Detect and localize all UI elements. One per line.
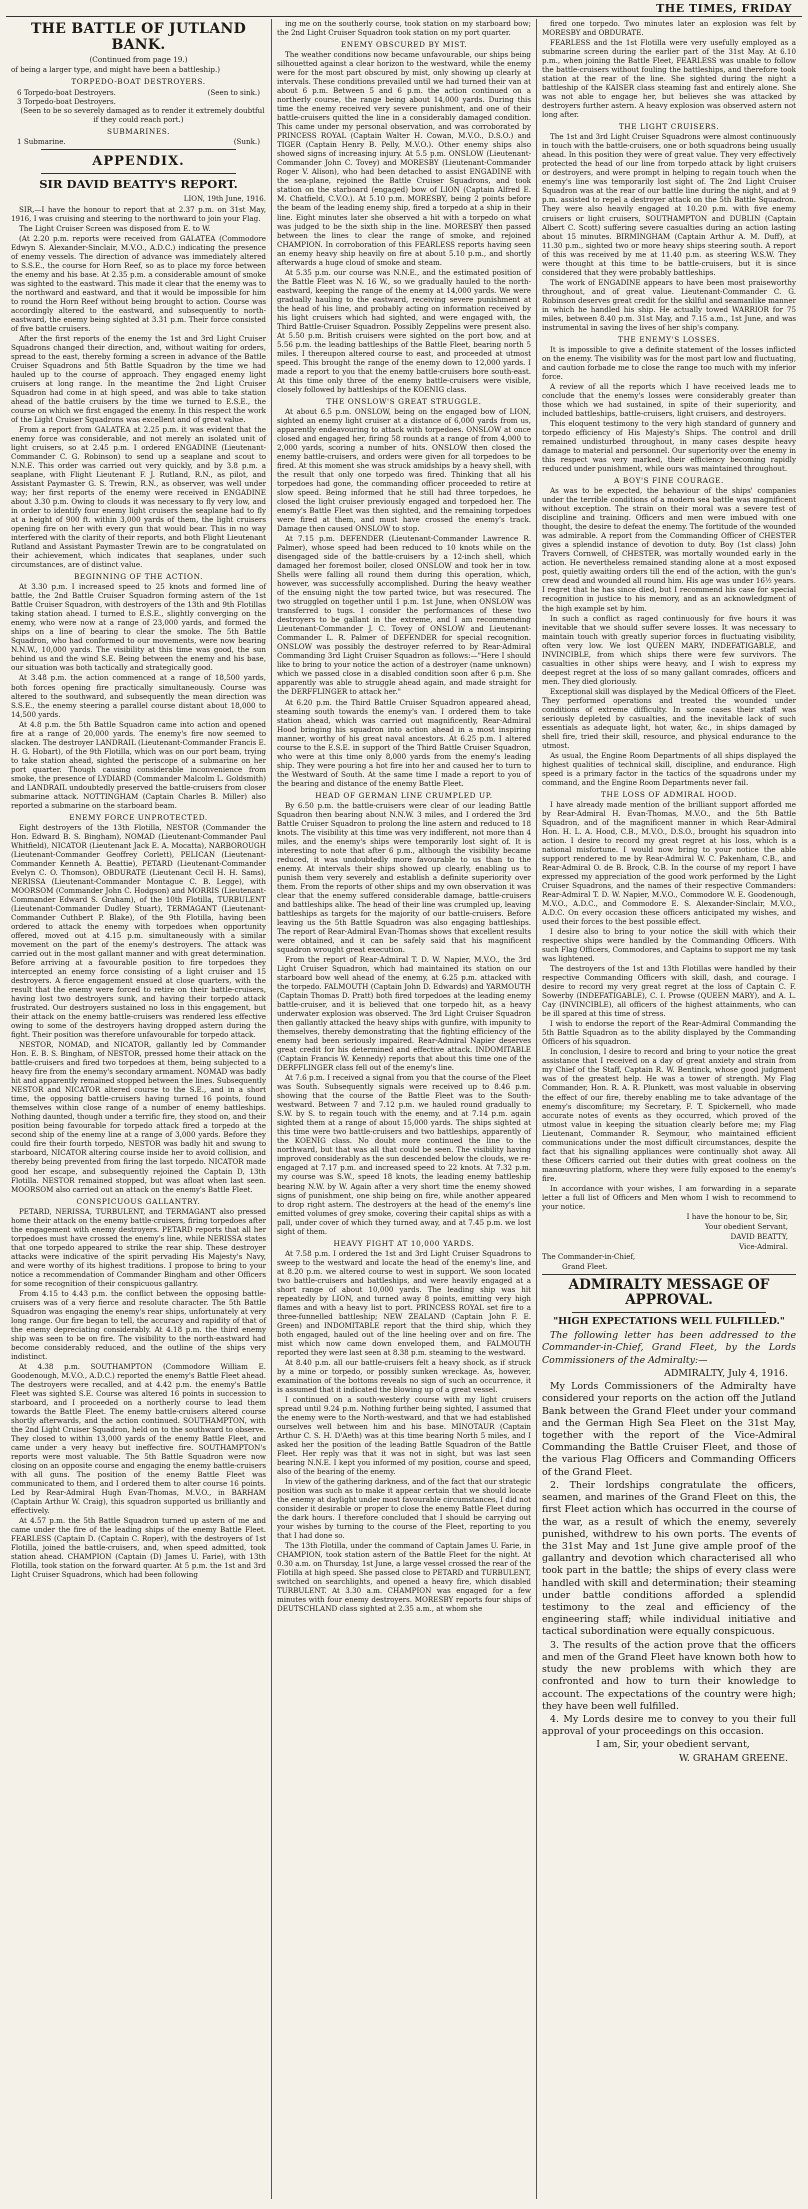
quote-title: "HIGH EXPECTATIONS WELL FULFILLED." bbox=[553, 1315, 785, 1327]
section-td: TORPEDO-BOAT DESTROYERS. bbox=[71, 77, 206, 87]
paragraph: NESTOR, NOMAD, and NICATOR, gallantly led by Commander Hon. E. B. S. Bingham, of NESTOR, pressed home their attack on the battle-cruisers and fired two torpedoes at them, being subjected to a heavy fire from the enemy's secondary armament. NOMAD was badly hit and apparently remained stopped between the lines. Subsequently NESTOR and NICATOR altered course to the S.E., and in a short time, the opposing battle-cruisers having turned 16 points, found themselves within close range of a number of enemy battleships. Nothing daunted, though under a terrific fire, they stood on, and their position being favourable for torpedo attack fired a torpedo at the second ship of the enemy line at a range of 3,000 yards. Before they could fire their fourth torpedo, NESTOR was badly hit and swung to starboard, NICATOR altering course inside her to avoid collision, and thereby being prevented from firing the last torpedo. NICATOR made good her escape, and subsequently rejoined the Captain D, 13th Flotilla. NESTOR remained stopped, but was afloat when last seen. MOORSOM also carried out an attack on the enemy's Battle Fleet. bbox=[11, 1040, 266, 1194]
paragraph: At 8.40 p.m. all our battle-cruisers felt a heavy shock, as if struck by a mine or torpedo, or possibly sunken wreckage. As, however, examination of the bottoms reveals no sign of such an occurrence, it is assumed that it indicated the blowing up of a great vessel. bbox=[277, 1357, 531, 1395]
divider bbox=[572, 1312, 766, 1313]
mist-paragraphs bbox=[277, 50, 531, 394]
appendix-title: APPENDIX. bbox=[92, 153, 185, 169]
td-row bbox=[11, 88, 266, 97]
addressee-2: Grand Fleet. bbox=[562, 1261, 608, 1271]
paragraph: This eloquent testimony to the very high standard of gunnery and torpedo efficiency of His Majesty's Ships. The control and drill remained undisturbed throughout, in many cases despite heavy damage to material and personnel. Our superiority over the enemy in this respect was very marked, their efficiency becoming rapidly reduced under punishment, while ours was maintained throughout. bbox=[542, 419, 796, 474]
report-title: SIR DAVID BEATTY'S REPORT. bbox=[39, 177, 238, 192]
paragraph: At 4.38 p.m. SOUTHAMPTON (Commodore William E. Goodenough, M.V.O., A.D.C.) reported the enemy's Battle Fleet ahead. The destroyers were recalled, and at 4.42 p.m. the enemy's Battle Fleet was sighted S.E. Course was altered 16 points in succession to starboard, and I proceeded on a northerly course to lead them towards the Battle Fleet. The enemy battle-cruisers altered course shortly afterwards, and the action continued. SOUTHAMPTON, with the 2nd Light Cruiser Squadron, held on to the southward to observe. They closed to within 13,000 yards of the enemy Battle Fleet, and came under a very heavy but ineffective fire. SOUTHAMPTON's reports were most valuable. The 5th Battle Squadron were now closing on an opposite course and engaging the enemy battle-cruisers with all guns. The position of the enemy Battle Fleet was communicated to them, and I ordered them to alter course 16 points. Led by Rear-Admiral Hugh Evan-Thomas, M.V.O., in BARHAM (Captain Arthur W. Craig), this squadron supported us brilliantly and effectively. bbox=[11, 1362, 266, 1516]
column-3 bbox=[536, 19, 801, 2199]
paragraph: From a report from GALATEA at 2.25 p.m. it was evident that the enemy force was considerable, and not merely an isolated unit of light cruisers, so at 2.45 p.m. I ordered ENGADINE (Lieutenant-Commander C. G. Robinson) to send up a seaplane and scout to N.N.E. This order was carried out very quickly, and by 3.8 p.m. a seaplane, with Flight Lieutenant F. J. Rutland, R.N., as pilot, and Assistant Paymaster G. S. Trewin, R.N., as observer, was well under way; her first reports of the enemy were received in ENGADINE about 3.30 p.m. Owing to clouds it was necessary to fly very low, and in order to identify four enemy light cruisers the seaplane had to fly at a height of 900 ft. within 3,000 yards of them, the light cruisers opening fire on her with every gun that would bear. This in no way interfered with the clarity of their reports, and both Flight Lieutenant Rutland and Assistant Paymaster Trewin are to be congratulated on their achievement, which indicates that seaplanes, under such circumstances, are of distinct value. bbox=[11, 424, 266, 570]
admiralty-dateline: ADMIRALTY, July 4, 1916. bbox=[664, 1367, 788, 1379]
section-crumpled: HEAD OF GERMAN LINE CRUMPLED UP. bbox=[315, 790, 493, 800]
paragraph: At 3.30 p.m. I increased speed to 25 knots and formed line of battle, the 2nd Battle Cruiser Squadron forming astern of the 1st Battle Cruiser Squadron, with destroyers of the 13th and 9th Flotillas taking station ahead. I turned to E.S.E., slightly converging on the enemy, who were now at a range of 23,000 yards, and formed the ships on a line of bearing to clear the smoke. The 5th Battle Squadron, who had conformed to our movements, were now bearing N.N.W., 10,000 yards. The visibility at this time was good, the sun behind us and the wind S.E. Being between the enemy and his base, our situation was both tactically and strategically good. bbox=[11, 582, 266, 673]
paragraph: My Lords Commissioners of the Admiralty have considered your reports on the action off the Jutland Bank between the Grand Fleet under your command and the German High Sea Fleet on the 31st May, together with the report of the Vice-Admiral Commanding the Battle Cruiser Fleet, and those of the various Flag Officers and Commanding Officers of the Grand Fleet. bbox=[542, 1381, 796, 1478]
section-heavy: HEAVY FIGHT AT 10,000 YARDS. bbox=[333, 1238, 475, 1248]
paragraph: (At 2.20 p.m. reports were received from GALATEA (Commodore Edwyn S. Alexander-Sinclair, M.V.O., A.D.C.) indicating the presence of enemy vessels. The direction of advance was immediately altered to S.S.E., the course for Horn Reef, so as to place my force between the enemy and his base. At 2.35 p.m. a considerable amount of smoke was sighted to the eastward. This made it clear that the enemy was to the northward and eastward, and that it would be impossible for him to round the Horn Reef without being brought to action. Course was accordingly altered to the eastward, and subsequently to north-eastward, the enemy being sighted at 3.31 p.m. Their force consisted of five battle cruisers. bbox=[11, 233, 266, 333]
letter-paragraphs bbox=[542, 1381, 796, 1738]
divider bbox=[41, 173, 236, 174]
paragraph: The 13th Flotilla, under the command of Captain James U. Farie, in CHAMPION, took station astern of the Battle Fleet for the night. At 0.30 a.m. on Thursday, 1st June, a large vessel crossed the rear of the Flotilla at high speed. She passed close to PETARD and TURBULENT, switched on searchlights, and opened a heavy fire, which disabled TURBULENT. At 3.30 a.m. CHAMPION was engaged for a few minutes with four enemy destroyers. MORESBY reports four ships of DEUTSCHLAND class sighted at 2.35 a.m., at whom she bbox=[277, 1541, 531, 1614]
article-title: THE BATTLE OF JUTLAND BANK. bbox=[30, 21, 247, 54]
td-row-2 bbox=[11, 97, 266, 106]
paragraph: At 4.8 p.m. the 5th Battle Squadron came into action and opened fire at a range of 20,000 yards. The enemy's fire now seemed to slacken. The destroyer LANDRAIL (Lieutenant-Commander Francis E. H. G. Hobart), of the 9th Flotilla, which was on our port beam, trying to take station ahead, sighted the periscope of a submarine on her port quarter. Though causing considerable inconvenience from smoke, the presence of LYDIARD (Commander Malcolm L. Goldsmith) and LANDRAIL undoubtedly preserved the battle-cruisers from closer submarine attack. NOTTINGHAM (Captain Charles B. Miller) also reported a submarine on the starboard beam. bbox=[11, 719, 267, 810]
paragraph: At 5.35 p.m. our course was N.N.E., and the estimated position of the Battle Fleet was N. 16 W., so we gradually hauled to the north-eastward, keeping the range of the enemy at 14,000 yards. We were gradually hauling to the eastward, receiving severe punishment at the head of his line, and probably acting on information received by his light cruisers which had sighted, and were engaged with, the Third Battle-Cruiser Squadron. Possibly Zeppelins were present also. At 5.50 p.m. British cruisers were sighted on the port bow, and at 5.56 p.m. the leading battleships of the Battle Fleet, bearing north 5 miles. I thereupon altered course to east, and proceeded at utmost speed. This brought the range of the enemy down to 12,000 yards. I made a report to you that the enemy battle-cruisers bore south-east. At this time only three of the enemy battle-cruisers were visible, closely followed by battleships of the KOENIG class. bbox=[277, 267, 531, 394]
section-boy: A BOY'S FINE COURAGE. bbox=[614, 476, 724, 486]
continued-note: (Continued from page 19.) bbox=[89, 55, 188, 65]
paragraph: At 7.6 p.m. I received a signal from you that the course of the Fleet was South. Subsequently signals were received up to 8.46 p.m. showing that the course of the Battle Fleet was to the South-westward. Between 7 and 7.12 p.m. we hauled round gradually to S.W. by S. to regain touch with the enemy, and at 7.14 p.m. again sighted them at a range of about 15,000 yards. The ships sighted at this time were two battle-cruisers and two battleships, apparently of the KOENIG class. No doubt more continued the line to the northward, but that was all that could be seen. The visibility having improved considerably as the sun descended below the clouds, we re-engaged at 7.17 p.m. and increased speed to 22 knots. At 7.32 p.m. my course was S.W., speed 18 knots, the leading enemy battleship bearing N.W. by W. Again after a very short time the enemy showed signs of punishment, one ship being on fire, while another appeared to drop right astern. The destroyers at the head of the enemy's line emitted volumes of grey smoke, covering their capital ships as with a pall, under cover of which they turned away, and at 7.45 p.m. we lost sight of them. bbox=[277, 1073, 531, 1236]
paragraph: At 4.57 p.m. the 5th Battle Squadron turned up astern of me and came under the fire of the leading ships of the enemy Battle Fleet. FEARLESS (Captain D. (Captain C. Roper), with the destroyers of 1st Flotilla, joined the battle-cruisers, and, when speed admitted, took station ahead. CHAMPION (Captain (D) James U. Farie), with 13th Flotilla, took station on the forward quarter. At 5 p.m. the 1st and 3rd Light Cruiser Squadrons, which had been following bbox=[11, 1516, 266, 1580]
section-light: THE LIGHT CRUISERS. bbox=[618, 122, 720, 132]
report-paragraphs bbox=[11, 205, 266, 570]
masthead bbox=[6, 4, 802, 17]
paragraph: Eight destroyers of the 13th Flotilla, NESTOR (Commander the Hon. Edward B. S. Bingham), NOMAD (Lieutenant-Commander Paul Whitfield), NICATOR (Lieutenant Jack E. A. Mocatta), NARBOROUGH (Lieutenant-Commander Geoffrey Corlett), PELICAN (Lieutenant-Commander Kenneth A. Beattie), PETARD (Lieutenant-Commander Evelyn C. O. Thomson), OBDURATE (Lieutenant Cecil H. H. Sams), NERISSA (Lieutenant-Commander Montague C. B. Legge), with MOORSOM (Commander John C. Hodgson) and MORRIS (Lieutenant-Commander Edward S. Graham), of the 10th Flotilla, TURBULENT (Lieutenant-Commander Dudley Stuart), TERMAGANT (Lieutenant-Commander Cuthbert P. Blake), of the 9th Flotilla, having been ordered to attack the enemy with torpedoes when opportunity offered, moved out at 4.15 p.m. simultaneously with a similar movement on the part of the enemy's destroyers. The attack was carried out in the most gallant manner and with great determination. Before arriving at a favourable position to fire torpedoes they intercepted an enemy force consisting of a light cruiser and 15 destroyers. A fierce engagement ensued at close quarters, with the result that the enemy were forced to retire on their battle-cruisers, having lost two destroyers sunk, and having their torpedo attack frustrated. Our destroyers sustained no loss in this engagement, but their attack on the enemy battle-cruisers was rendered less effective owing to some of the destroyers having dropped astern during the fight. Their position was therefore unfavourable for torpedo attack. bbox=[11, 822, 266, 1040]
closing-2: Your obedient Servant, bbox=[704, 1221, 788, 1231]
paragraph: In accordance with your wishes, I am forwarding in a separate letter a full list of Officers and Men whom I wish to recommend to your notice. bbox=[542, 1183, 796, 1211]
paragraph: I continued on a south-westerly course with my light cruisers spread until 9.24 p.m. Nothing further being sighted, I assumed that the enemy were to the North-westward, and that we had established ourselves well between him and his base. MINOTAUR (Captain Arthur C. S. H. D'Aeth) was at this time bearing North 5 miles, and I asked her the position of the leading Battle Squadron of the Battle Fleet. Her reply was that it was not in sight, but was last seen bearing N.N.E. I kept you informed of my position, course and speed, also of the bearing of the enemy. bbox=[277, 1395, 531, 1477]
columns bbox=[6, 19, 802, 2199]
td-line: 6 Torpedo-boat Destroyers. bbox=[17, 87, 116, 97]
paragraph: In view of the gathering darkness, and of the fact that our strategic position was such as to make it appear certain that we should locate the enemy at daylight under most favourable circumstances, I did not consider it desirable or proper to close the enemy Battle Fleet during the dark hours. I therefore concluded that I should be carrying out your wishes by turning to the course of the Fleet, reporting to you that I had done so. bbox=[277, 1477, 531, 1541]
beginning-paragraphs bbox=[11, 582, 266, 809]
paragraph: From 4.15 to 4.43 p.m. the conflict between the opposing battle-cruisers was of a very fierce and resolute character. The 5th Battle Squadron was engaging the enemy's rear ships, unfortunately at very long range. Our fire began to tell, the accuracy and rapidity of that of the enemy depreciating considerably. At 4.18 p.m. the third enemy ship was seen to be on fire. The visibility to the north-eastward had become considerably reduced, and the outline of the ships very indistinct. bbox=[11, 1288, 266, 1361]
heavy-paragraphs bbox=[277, 1249, 531, 1614]
paragraph: At about 6.5 p.m. ONSLOW, being on the engaged bow of LION, sighted an enemy light cruiser at a distance of 6,000 yards from us, apparently endeavouring to attack with torpedoes. ONSLOW at once closed and engaged her, firing 58 rounds at a range of from 4,000 to 2,000 yards, scoring a number of hits. ONSLOW then closed the enemy battle-cruisers, and orders were given for all torpedoes to be fired. At this moment she was struck amidships by a heavy shell, with the result that only one torpedo was fired. Thinking that all his torpedoes had gone, the commanding officer proceeded to retire at slow speed. Being informed that he still had three torpedoes, he closed the light cruiser previously engaged and torpedoed her. The enemy's Battle Fleet was then sighted, and the remaining torpedoes were fired at them, and must have crossed the enemy's track. Damage then caused ONSLOW to stop. bbox=[277, 407, 531, 534]
letter-close: I am, Sir, your obedient servant, bbox=[596, 1739, 750, 1751]
paragraph: ing me on the southerly course, took station on my starboard bow; the 2nd Light Cruiser Squadron took station on my port quarter. bbox=[277, 19, 531, 38]
hood-paragraphs bbox=[542, 800, 796, 1211]
paragraph: It is impossible to give a definite statement of the losses inflicted on the enemy. The visibility was for the most part low and fluctuating, and caution forbade me to close the range too much with my inferior force. bbox=[542, 344, 796, 381]
letter-sign: W. GRAHAM GREENE. bbox=[678, 1752, 788, 1764]
td-sunk: (Seen to sink.) bbox=[207, 87, 260, 97]
paragraph: 3. The results of the action prove that the officers and men of the Grand Fleet have known both how to study the new problems with which they are confronted and how to turn their knowledge to account. The expectations of the country were high; they have been well fulfilled. bbox=[542, 1639, 796, 1712]
crumpled-paragraphs bbox=[277, 801, 531, 1236]
paragraph: In such a conflict as raged continuously for five hours it was inevitable that we should suffer severe losses. It was necessary to maintain touch with greatly superior forces in fluctuating visibility, often very low. We lost QUEEN MARY, INDEFATIGABLE, and INVINCIBLE, from which ships there were few survivors. The casualties in other ships were heavy, and I wish to express my deepest regret at the loss of so many gallant comrades, officers and men. They died gloriously. bbox=[542, 613, 796, 686]
dateline: LION, 19th June, 1916. bbox=[183, 194, 266, 203]
closing: I have the honour to be, Sir, bbox=[686, 1211, 788, 1221]
boy-paragraphs bbox=[542, 486, 796, 787]
paragraph: SIR,—I have the honour to report that at 2.37 p.m. on 31st May, 1916, I was cruising and steering to the northward to join your Flag. bbox=[11, 204, 266, 223]
paragraph: I desire also to bring to your notice the skill with which their respective ships were handled by the Commanding Officers. With such Flag Officers, Commodores, and Captains to support me my task was lightened. bbox=[542, 927, 796, 964]
onslow-paragraphs bbox=[277, 407, 531, 788]
paragraph: After the first reports of the enemy the 1st and 3rd Light Cruiser Squadrons changed their direction, and, without waiting for orders, spread to the east, thereby forming a screen in advance of the Battle Cruiser Squadrons and 5th Battle Squadron by the time we had hauled up to the course of approach. They engaged enemy light cruisers at long range. In the meantime the 2nd Light Cruiser Squadron had come in at high speed, and was able to take station ahead of the battle cruisers by the time we turned to E.S.E., the course on which we first engaged the enemy. In this respect the work of the Light Cruiser Squadrons was excellent and of great value. bbox=[11, 333, 266, 424]
continued-paragraphs bbox=[277, 19, 531, 37]
column-2 bbox=[271, 19, 536, 2199]
paragraph: A review of all the reports which I have received leads me to conclude that the enemy's losses were considerably greater than those which we had sustained, in spite of their superiority, and included battleships, battle-cruisers, light cruisers, and destroyers. bbox=[542, 381, 796, 418]
continued-paragraphs bbox=[542, 19, 796, 119]
paragraph: At 7.58 p.m. I ordered the 1st and 3rd Light Cruiser Squadrons to sweep to the westward and locate the head of the enemy's line, and at 8.20 p.m. we altered course to west in support. We soon located two battle-cruisers and battleships, and were heavily engaged at a short range of about 10,000 yards. The leading ship was hit repeatedly by LION, and turned away 8 points, emitting very high flames and with a heavy list to port. PRINCESS ROYAL set fire to a three-funnelled battleship; NEW ZEALAND (Captain John F. E. Green) and INDOMITABLE report that the third ship, which they both engaged, hauled out of the line heeling over and on fire. The mist which now came down enveloped them, and FALMOUTH reported they were last seen at 8.38 p.m. steaming to the westward. bbox=[277, 1248, 531, 1357]
section-mist: ENEMY OBSCURED BY MIST. bbox=[340, 40, 468, 50]
sub-line: 1 Submarine. bbox=[17, 136, 66, 146]
paragraph: From the report of Rear-Admiral T. D. W. Napier, M.V.O., the 3rd Light Cruiser Squadron, which had maintained its station on our starboard bow well ahead of the enemy, at 6.25 p.m. attacked with the torpedo. FALMOUTH (Captain John D. Edwards) and YARMOUTH (Captain Thomas D. Pratt) both fired torpedoes at the leading enemy battle-cruiser, and it is believed that one torpedo hit, as a heavy underwater explosion was observed. The 3rd Light Cruiser Squadron then gallantly attacked the heavy ships with gunfire, with impunity to themselves, thereby demonstrating that the fighting efficiency of the enemy had been seriously impaired. Rear-Admiral Napier deserves great credit for his determined and effective attack. INDOMITABLE (Captain Francis W. Kennedy) reports that about this time one of the DERFFLINGER class fell out of the enemy's line. bbox=[277, 955, 531, 1073]
paragraph: 2. Their lordships congratulate the officers, seamen, and marines of the Grand Fleet on this, the first Fleet action which has occurred in the course of the war, as a result of which the enemy, severely punished, withdrew to his own ports. The events of the 31st May and 1st June give ample proof of the gallantry and devotion which characterised all who took part in the battle; the ships of every class were handled with skill and determination; their steaming under battle conditions afforded a splendid testimony to the zeal and efficiency of the engineering staff; while individual initiative and tactical subordination were equally conspicuous. bbox=[542, 1479, 796, 1638]
light-paragraphs bbox=[542, 132, 796, 331]
section-sub: SUBMARINES. bbox=[107, 126, 170, 136]
addressee-1: The Commander-in-Chief, bbox=[542, 1251, 636, 1261]
paragraph: 4. My Lords desire me to convey to you their full approval of your proceedings on this occasion. bbox=[542, 1714, 796, 1738]
paragraph: I have already made mention of the brilliant support afforded me by Rear-Admiral H. Evan-Thomas, M.V.O., and the 5th Battle Squadron, and of the magnificent manner in which Rear-Admiral Hon. H. L. A. Hood, C.B., M.V.O., D.S.O., brought his squadron into action. I desire to record my great regret at his loss, which is a national misfortune. I would now bring to your notice the able support rendered to me by Rear-Admiral W. C. Pakenham, C.B., and Rear-Admiral O. de B. Brock, C.B. In the course of my report I have expressed my appreciation of the good work performed by the Light Cruiser Squadrons, and the names of their respective Commanders: Rear-Admiral T. D. W. Napier, M.V.O., Commodore W. E. Goodenough, M.V.O., A.D.C., and Commodore E. S. Alexander-Sinclair, M.V.O., A.D.C. On every occasion these officers anticipated my wishes, and used their forces to the best possible effect. bbox=[542, 800, 796, 927]
sub-row bbox=[11, 137, 266, 146]
paragraph: I wish to endorse the report of the Rear-Admiral Commanding the 5th Battle Squadron as to the ability displayed by the Commanding Officers of his squadron. bbox=[542, 1019, 796, 1047]
admiralty-intro: The following letter has been addressed to the Commander-in-Chief, Grand Fleet, by the Lords Commissioners of the Admiralty:— bbox=[542, 1330, 796, 1366]
section-hood: THE LOSS OF ADMIRAL HOOD. bbox=[601, 789, 737, 799]
divider bbox=[41, 149, 236, 150]
section-losses: THE ENEMY'S LOSSES. bbox=[617, 334, 720, 344]
admiralty-title: ADMIRALTY MESSAGE OF APPROVAL. bbox=[568, 1276, 770, 1309]
paragraph: By 6.50 p.m. the battle-cruisers were clear of our leading Battle Squadron then bearing about N.N.W. 3 miles, and I ordered the 3rd Battle Cruiser Squadron to prolong the line astern and reduced to 18 knots. The visibility at this time was very indifferent, not more than 4 miles, and the enemy's ships were temporarily lost sight of. It is interesting to note that after 6 p.m., although the visibility became reduced, it was undoubtedly more favourable to us than to the enemy. At intervals their ships showed up clearly, enabling us to punish them very severely and establish a definite superiority over them. From the reports of other ships and my own observation it was clear that the enemy suffered considerable damage, battle-cruisers and battleships alike. The head of their line was crumpled up, leaving battleships as targets for the majority of our battle-cruisers. Before leaving us the 5th Battle Squadron was also engaging battleships. The report of Rear-Admiral Evan-Thomas shows that excellent results were obtained, and it can be safely said that his magnificent squadron wrought great execution. bbox=[277, 800, 531, 955]
signature: DAVID BEATTY, bbox=[730, 1231, 788, 1241]
paragraph: The destroyers of the 1st and 13th Flotillas were handled by their respective Commanding Officers with skill, dash, and courage. I desire to record my very great regret at the loss of Captain C. F. Sowerby (INDEFATIGABLE), C. I. Prowse (QUEEN MARY), and A. L. Cay (INVINCIBLE), all officers of the highest attainments, who can be ill spared at this time of stress. bbox=[542, 964, 796, 1019]
section-enemy: ENEMY FORCE UNPROTECTED. bbox=[69, 812, 208, 822]
paragraph: As was to be expected, the behaviour of the ships' companies under the terrible conditions of a modern sea battle was magnificent without exception. The strain on their moral was a severe test of discipline and training. Officers and men were imbued with one thought, the desire to defeat the enemy. The fortitude of the wounded was admirable. A report from the Commanding Officer of CHESTER gives a splendid instance of devotion to duty. Boy (1st class) John Travers Cornwell, of CHESTER, was mortally wounded early in the action. He nevertheless remained standing alone at a most exposed post, quietly awaiting orders till the end of the action, with the gun's crew dead and wounded all round him. His age was under 16½ years. I regret that he has since died, but I recommend his case for special recognition in justice to his memory, and as an acknowledgment of the high example set by him. bbox=[542, 486, 796, 613]
paragraph: At 7.15 p.m. DEFENDER (Lieutenant-Commander Lawrence R. Palmer), whose speed had been reduced to 10 knots while on the disengaged side of the battle-cruisers by a 12-inch shell, which damaged her foremost boiler, closed ONSLOW and took her in tow. Shells were falling all round them during this operation, which, however, was successfully accomplished. During the heavy weather of the ensuing night the tow parted twice, but was resecured. The two struggled on together until 1 p.m. 1st June, when ONSLOW was transferred to tugs. I consider the performances of these two destroyers to be gallant in the extreme, and I am recommending Lieutenant-Commander J. C. Tovey of ONSLOW and Lieutenant-Commander L. R. Palmer of DEFENDER for special recognition. ONSLOW was possibly the destroyer referred to by Rear-Admiral Commanding 3rd Light Cruiser Squadron as follows:—"Here I should like to bring to your notice the action of a destroyer (name unknown) which we passed close in a disabled condition soon after 6 p.m. She apparently was able to struggle ahead again, and made straight for the DERFFLINGER to attack her." bbox=[277, 534, 531, 697]
divider bbox=[542, 1274, 796, 1275]
paragraph: At 3.48 p.m. the action commenced at a range of 18,500 yards, both forces opening fire practically simultaneously. Course was altered to the southward, and subsequently the mean direction was S.S.E., the enemy steering a parallel course distant about 18,000 to 14,500 yards. bbox=[11, 673, 266, 719]
paragraph: The weather conditions now became unfavourable, our ships being silhouetted against a clear horizon to the westward, while the enemy were for the most part obscured by mist, only showing up clearly at intervals. These conditions prevailed until we had turned their van at about 6 p.m. Between 5 and 6 p.m. the action continued on a northerly course, the range being about 14,000 yards. During this time the enemy received very severe punishment, and one of their battle-cruisers quitted the line in a considerably damaged condition. This came under my personal observation, and was corroborated by PRINCESS ROYAL (Captain Walter H. Cowan, M.V.O., D.S.O.) and TIGER (Captain Henry B. Pelly, M.V.O.). Other enemy ships also showed signs of increasing injury. At 5.5 p.m. ONSLOW (Lieutenant-Commander John C. Tovey) and MORESBY (Lieutenant-Commander Roger V. Alison), who had been detached to assist ENGADINE with the sea-plane, rejoined the Battle Cruiser Squadrons, and took station on the starboard (engaged) bow of LION (Captain Alfred E. M. Chatfield, C.V.O.). At 5.10 p.m. MORESBY, being 2 points before the beam of the leading enemy ship, fired a torpedo at a ship in their line. Eight minutes later she observed a hit with a torpedo on what was judged to be the sixth ship in the line. MORESBY then passed between the lines to clear the range of smoke, and rejoined CHAMPION. In corroboration of this FEARLESS reports having seen an enemy heavy ship heavily on fire at about 5.10 p.m., and shortly afterwards a huge cloud of smoke and steam. bbox=[277, 50, 531, 267]
paragraph: The Light Cruiser Screen was disposed from E. to W. bbox=[19, 223, 211, 233]
paragraph: PETARD, NERISSA, TURBULENT, and TERMAGANT also pressed home their attack on the enemy battle-cruisers, firing torpedoes after the engagement with enemy destroyers. PETARD reports that all her torpedoes must have crossed the enemy's line, while NERISSA states that one torpedo appeared to strike the rear ship. These destroyer attacks were indicative of the spirit pervading His Majesty's Navy, and were worthy of its highest traditions. I propose to bring to your notice a recommendation of Commander Bingham and other Officers for some recognition of their conspicuous gallantry. bbox=[11, 1206, 266, 1288]
paragraph: In conclusion, I desire to record and bring to your notice the great assistance that I received on a day of great anxiety and strain from my Chief of the Staff, Captain R. W. Bentinck, whose good judgment was of the greatest help. He was a tower of strength. My Flag Commander, Hon. R. A. R. Plunkett, was most valuable in observing the effect of our fire, thereby enabling me to take advantage of the enemy's discomfiture; my Secretary, F. T. Spickernell, who made accurate notes of events as they occurred, which proved of the utmost value in keeping the situation clearly before me; my Flag Lieutenant, Commander R. Seymour, who maintained efficient communications under the most difficult circumstances, despite the fact that his signalling appliances were continually shot away. All these Officers carried out their duties with great coolness on the manœuvring platform, where they were fully exposed to the enemy's fire. bbox=[542, 1047, 796, 1183]
paragraph: Exceptional skill was displayed by the Medical Officers of the Fleet. They performed operations and treated the wounded under conditions of extreme difficulty. In some cases their staff was seriously depleted by casualties, and the inevitable lack of such essentials as adequate light, hot water, &c., in ships damaged by shell fire, tried their skill, resource, and physical endurance to the utmost. bbox=[542, 686, 796, 750]
td-line-2: 3 Torpedo-boat Destroyers. bbox=[17, 96, 116, 106]
column-1 bbox=[6, 19, 271, 2199]
section-gallantry: CONSPICUOUS GALLANTRY. bbox=[76, 1196, 201, 1206]
section-onslow: THE ONSLOW'S GREAT STRUGGLE. bbox=[326, 396, 482, 406]
section-beginning: BEGINNING OF THE ACTION. bbox=[73, 572, 204, 582]
paragraph: As usual, the Engine Room Departments of all ships displayed the highest qualities of technical skill, discipline, and endurance. High speed is a primary factor in the tactics of the squadrons under my command, and the Engine Room Departments never fail. bbox=[542, 750, 796, 787]
td-note: (Seen to be so severely damaged as to render it extremely doubtful if they could reach port.) bbox=[20, 105, 265, 124]
enemy-paragraphs bbox=[11, 823, 266, 1194]
signature-rank: Vice-Admiral. bbox=[739, 1241, 788, 1251]
paragraph: At 6.20 p.m. the Third Battle Cruiser Squadron appeared ahead, steaming south towards the enemy's van. I ordered them to take station ahead, which was carried out magnificently, Rear-Admiral Hood bringing his squadron into action ahead in a most inspiring manner, worthy of his great naval ancestors. At 6.25 p.m. I altered course to the E.S.E. in support of the Third Battle Cruiser Squadron, who were at this time only 8,000 yards from the enemy's leading ship. They were pouring a hot fire into her and caused her to turn to the Westward of South. At the same time I made a report to you of the bearing and distance of the enemy Battle Fleet. bbox=[277, 697, 531, 788]
intro-fragment: of being a larger type, and might have been a battleship.) bbox=[11, 65, 221, 75]
paragraph: FEARLESS and the 1st Flotilla were very usefully employed as a submarine screen during the earlier part of the 31st May. At 6.10 p.m., when joining the Battle Fleet, FEARLESS was unable to follow the battle-cruisers without fouling the battleships, and therefore took station at the rear of the line. She sighted during the night a battleship of the KAISER class steaming fast and entirely alone. She was not able to engage her, but believes she was attacked by destroyers further astern. A heavy explosion was observed astern not long after. bbox=[542, 38, 796, 120]
paragraph: fired one torpedo. Two minutes later an explosion was felt by MORESBY and OBDURATE. bbox=[542, 19, 796, 38]
losses-paragraphs bbox=[542, 345, 796, 473]
masthead-title: THE TIMES, FRIDAY bbox=[656, 2, 792, 15]
paragraph: The 1st and 3rd Light Cruiser Squadrons were almost continuously in touch with the battle-cruisers, one or both squadrons being usually ahead. In this position they were of great value. They very effectively protected the head of our line from torpedo attack by light cruisers or destroyers, and were prompt in helping to regain touch when the enemy's line was temporarily lost sight of. The 2nd Light Cruiser Squadron was at the rear of our battle line during the night, and at 9 p.m. assisted to repel a destroyer attack on the 5th Battle Squadron. They were also heavily engaged at 10.20 p.m. with five enemy cruisers or light cruisers, SOUTHAMPTON and DUBLIN (Captain Albert C. Scott) suffering severe casualties during an action lasting about 15 minutes. BIRMINGHAM (Captain Arthur A. M. Duff), at 11.30 p.m., sighted two or more heavy ships steering south. A report of this was received by me at 11.40 p.m. as steering W.S.W. They were thought at this time to be battle-cruisers, but it is since considered that they were probably battleships. bbox=[542, 132, 796, 277]
paragraph: The work of ENGADINE appears to have been most praiseworthy throughout, and of great value. Lieutenant-Commander C. G. Robinson deserves great credit for the skilful and seamanlike manner in which he handled his ship. He actually towed WARRIOR for 75 miles, between 8.40 p.m. 31st May, and 7.15 a.m., 1st June, and was instrumental in saving the lives of her ship's company. bbox=[542, 277, 796, 332]
sub-sunk: (Sunk.) bbox=[233, 136, 260, 146]
gallantry-paragraphs bbox=[11, 1207, 266, 1580]
